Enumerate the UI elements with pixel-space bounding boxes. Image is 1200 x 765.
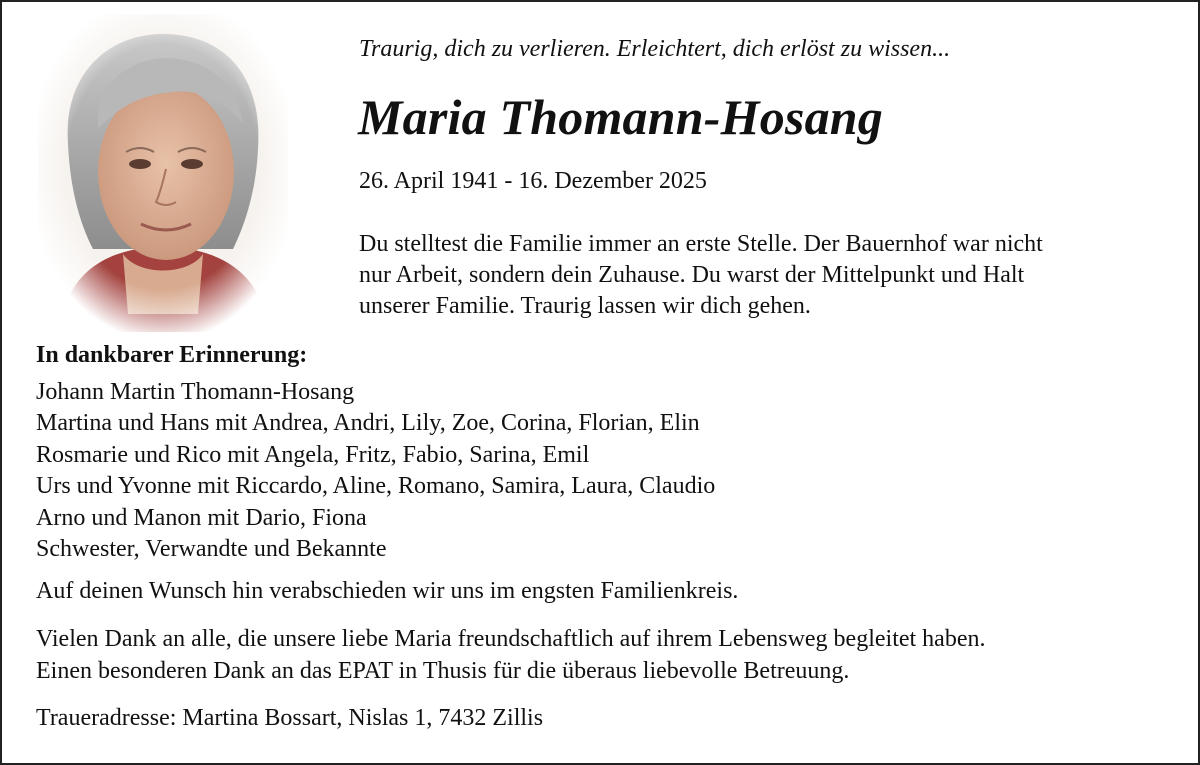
deceased-name: Maria Thomann-Hosang — [358, 89, 883, 145]
tribute-line: Du stelltest die Familie immer an erste Stelle. Der Bauernhof war nicht — [359, 231, 1043, 257]
tribute-line: nur Arbeit, sondern dein Zuhause. Du warst der Mittelpunkt und Halt — [359, 262, 1025, 288]
thanks-text — [36, 623, 986, 687]
mourner-line: Rosmarie und Rico mit Angela, Fritz, Fabio, Sarina, Emil — [36, 441, 590, 468]
tribute-line: unserer Familie. Traurig lassen wir dich gehen. — [359, 293, 811, 319]
mourner-line: Martina und Hans mit Andrea, Andri, Lily, Zoe, Corina, Florian, Elin — [36, 410, 700, 436]
mourning-address: Traueradresse: Martina Bossart, Nislas 1, 7432 Zillis — [36, 705, 544, 731]
mourner-line: Schwester, Verwandte und Bekannte — [36, 536, 387, 562]
motto-quote: Traurig, dich zu verlieren. Erleichtert, dich erlöst zu wissen... — [359, 36, 951, 62]
portrait-photo — [38, 14, 288, 332]
mourners-heading: In dankbarer Erinnerung: — [36, 342, 308, 368]
mourner-line: Urs und Yvonne mit Riccardo, Aline, Romano, Samira, Laura, Claudio — [36, 473, 716, 499]
thanks-line: Einen besonderen Dank an das EPAT in Thusis für die überaus liebevolle Betreuung. — [36, 658, 850, 684]
thanks-line: Vielen Dank an alle, die unsere liebe Maria freundschaftlich auf ihrem Lebensweg begleitet haben. — [36, 626, 986, 652]
farewell-notice: Auf deinen Wunsch hin verabschieden wir uns im engsten Familienkreis. — [36, 578, 739, 604]
mourners-list — [36, 340, 715, 566]
mourner-line: Johann Martin Thomann-Hosang — [36, 378, 355, 405]
mourner-line: Arno und Manon mit Dario, Fiona — [36, 504, 367, 531]
life-dates: 26. April 1941 - 16. Dezember 2025 — [359, 168, 707, 194]
tribute-text — [359, 229, 1159, 322]
